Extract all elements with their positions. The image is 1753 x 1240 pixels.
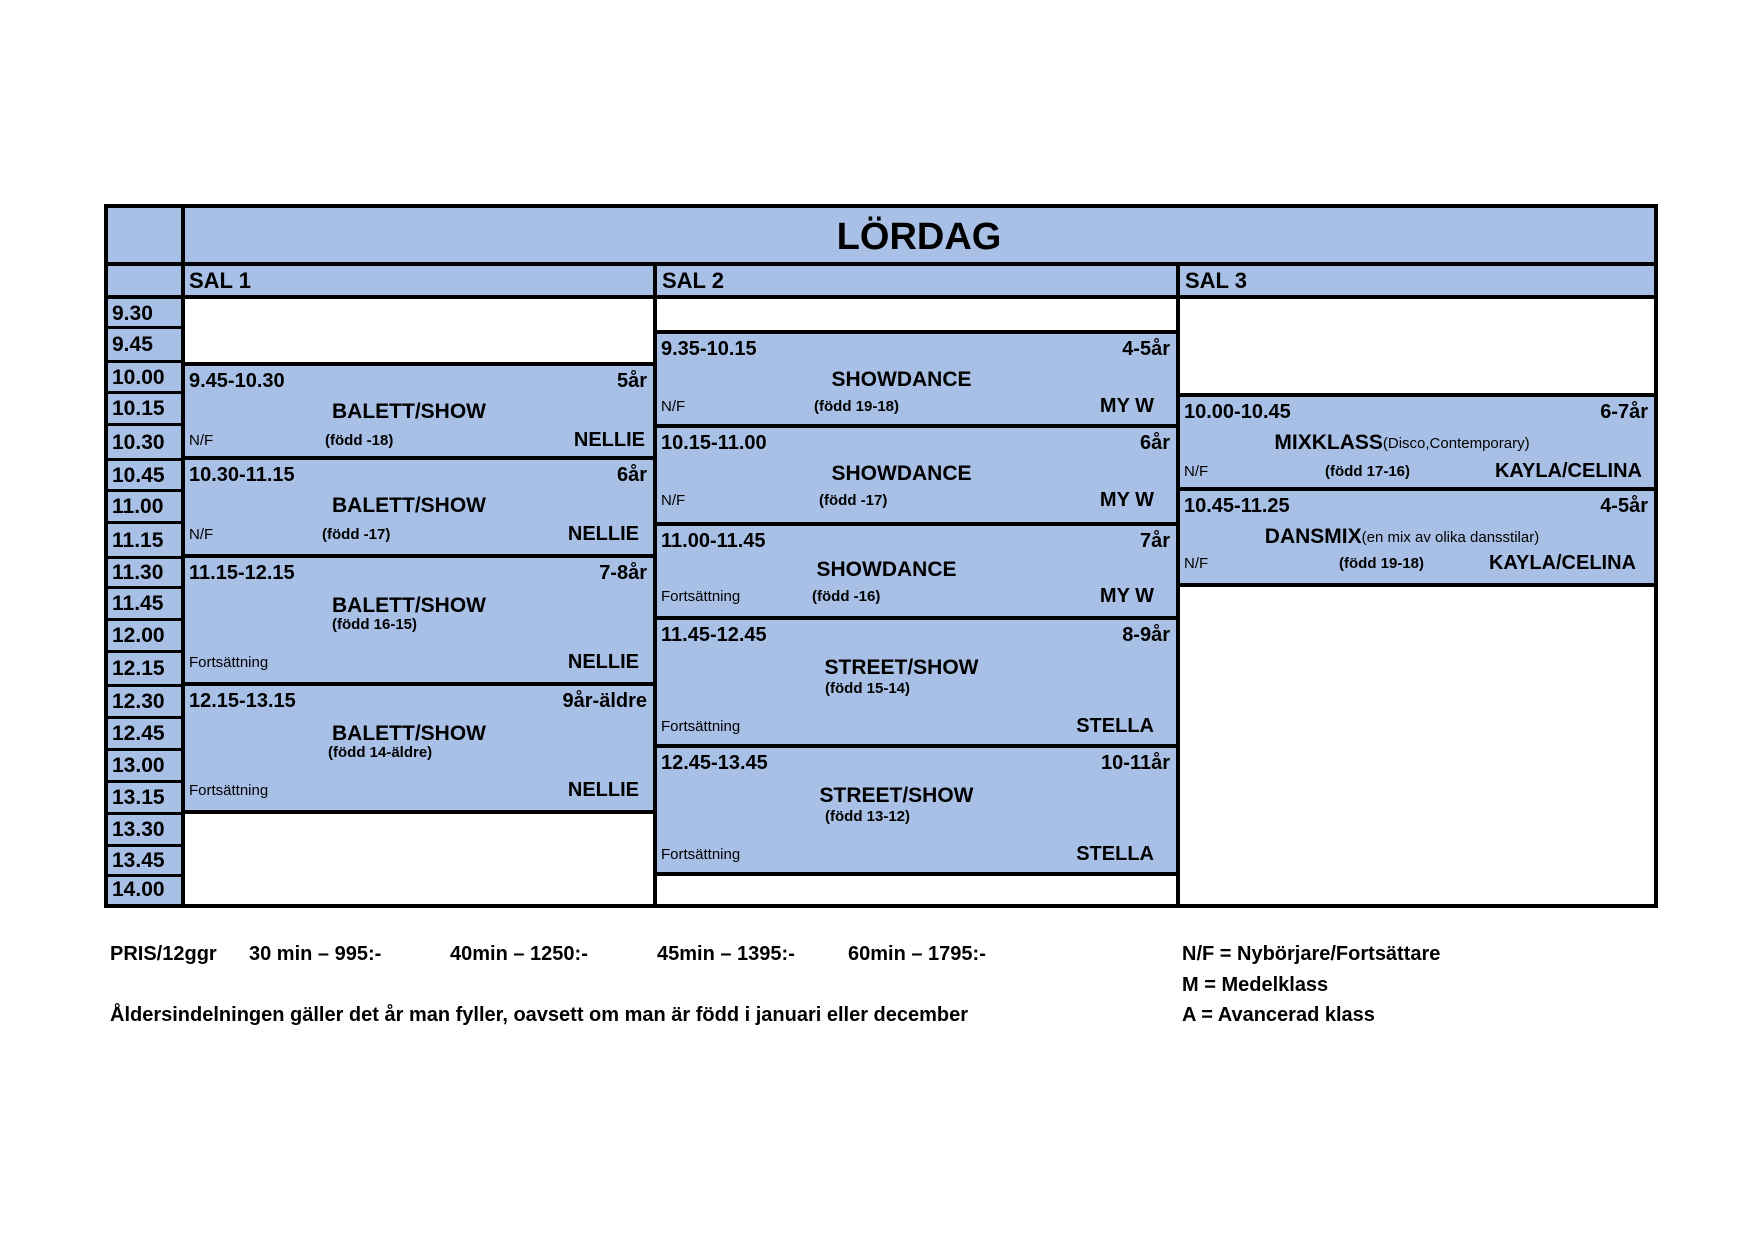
time-row-line — [108, 844, 181, 847]
time-label: 10.30 — [112, 430, 165, 454]
class-age: 7år — [1139, 530, 1170, 552]
class-block — [185, 686, 653, 814]
legend-a: A = Avancerad klass — [1182, 1004, 1375, 1026]
time-label: 10.00 — [112, 365, 165, 389]
class-born: (född 17-16) — [1325, 463, 1411, 480]
class-age: 10-11år — [1101, 752, 1170, 774]
price-40: 40min – 1250:- — [450, 943, 588, 965]
time-row-line — [108, 458, 181, 461]
class-level: N/F — [1184, 463, 1209, 480]
class-teacher: NELLIE — [567, 523, 639, 545]
class-time: 11.45-12.45 — [661, 624, 767, 646]
class-age: 5år — [616, 370, 647, 392]
class-block — [657, 526, 1176, 620]
class-teacher: KAYLA/CELINA — [1494, 460, 1642, 482]
class-born: (född 19-18) — [1339, 555, 1425, 572]
class-age: 6-7år — [1600, 401, 1648, 423]
class-level: N/F — [1184, 555, 1209, 572]
class-block — [185, 362, 653, 460]
class-time: 9.45-10.30 — [189, 370, 285, 392]
grid-line — [108, 295, 1654, 299]
class-level: Fortsättning — [189, 782, 269, 799]
class-born: (född 15-14) — [825, 679, 911, 697]
class-block — [185, 460, 653, 558]
time-label: 13.15 — [112, 786, 165, 809]
time-label: 11.00 — [112, 495, 164, 518]
age-note: Åldersindelningen gäller det år man fyller, oavsett om man är född i januari eller december — [110, 1004, 969, 1026]
class-name: STREET/SHOW — [824, 656, 979, 679]
class-teacher: KAYLA/CELINA — [1488, 552, 1636, 574]
class-level: N/F — [189, 432, 214, 449]
class-block — [1180, 393, 1654, 491]
class-time: 10.00-10.45 — [1184, 401, 1291, 423]
time-row-line — [108, 489, 181, 492]
class-block — [657, 748, 1176, 876]
time-label: 12.00 — [112, 624, 165, 647]
class-born: (född 13-12) — [825, 807, 911, 825]
legend-m: M = Medelklass — [1182, 974, 1329, 996]
price-60: 60min – 1795:- — [848, 943, 986, 965]
class-note: (en mix av olika dansstilar) — [1361, 528, 1540, 546]
class-age: 7-8år — [599, 562, 647, 584]
time-label: 10.45 — [112, 463, 165, 487]
time-row-line — [108, 391, 181, 394]
class-name: STREET/SHOW — [819, 784, 974, 807]
class-block — [1180, 491, 1654, 587]
class-name: SHOWDANCE — [831, 368, 972, 391]
title-row-corner — [108, 208, 181, 262]
class-born: (född -17) — [322, 526, 391, 543]
time-label: 11.15 — [112, 528, 164, 552]
class-block — [185, 558, 653, 686]
class-teacher: MY W — [1099, 395, 1154, 417]
class-name: SHOWDANCE — [816, 558, 957, 581]
class-time: 9.35-10.15 — [661, 338, 757, 360]
time-label: 13.00 — [112, 754, 165, 777]
time-row-line — [108, 326, 181, 329]
time-label: 12.45 — [112, 722, 165, 745]
class-born: (född 19-18) — [814, 398, 900, 415]
day-title: LÖRDAG — [184, 208, 1654, 262]
class-level: N/F — [661, 398, 686, 415]
room-sal-1: SAL 1 — [184, 266, 653, 295]
class-teacher: MY W — [1099, 585, 1154, 607]
time-row-line — [108, 360, 181, 363]
class-level: Fortsättning — [189, 654, 269, 671]
class-level: Fortsättning — [661, 588, 741, 605]
time-row-line — [108, 812, 181, 815]
class-teacher: STELLA — [1076, 715, 1154, 737]
class-teacher: NELLIE — [573, 429, 645, 451]
time-row-line — [108, 748, 181, 751]
class-level: N/F — [661, 492, 686, 509]
time-row-line — [108, 874, 181, 877]
time-row-line — [108, 780, 181, 783]
class-born: (född -16) — [812, 588, 881, 605]
class-note: (Disco,Contemporary) — [1382, 434, 1530, 452]
class-age: 4-5år — [1600, 495, 1648, 517]
time-label: 14.00 — [112, 878, 165, 901]
class-block — [657, 620, 1176, 748]
time-row-line — [108, 423, 181, 426]
class-name: BALETT/SHOW — [332, 494, 486, 517]
grid-line — [108, 262, 1654, 266]
time-row-line — [108, 556, 181, 559]
class-name: MIXKLASS — [1274, 431, 1383, 454]
time-label: 9.45 — [112, 333, 153, 356]
time-label: 12.30 — [112, 690, 165, 713]
class-name: BALETT/SHOW — [332, 722, 486, 745]
class-name: SHOWDANCE — [831, 462, 972, 485]
class-teacher: STELLA — [1076, 843, 1154, 865]
time-row-line — [108, 684, 181, 687]
class-teacher: MY W — [1099, 489, 1154, 511]
class-born: (född -18) — [325, 432, 394, 449]
room-sal-2: SAL 2 — [657, 266, 1176, 295]
header-row-corner — [108, 266, 181, 295]
time-label: 13.45 — [112, 849, 165, 872]
class-level: Fortsättning — [661, 846, 741, 863]
class-age: 6år — [1139, 432, 1170, 454]
time-row-line — [108, 618, 181, 621]
room-sal-3: SAL 3 — [1180, 266, 1654, 295]
class-age: 9år-äldre — [562, 690, 647, 712]
class-level: N/F — [189, 526, 214, 543]
time-label: 11.45 — [112, 592, 164, 615]
time-label: 10.15 — [112, 397, 165, 420]
class-name: BALETT/SHOW — [332, 400, 486, 423]
class-born: (född 14-äldre) — [328, 743, 433, 761]
class-age: 4-5år — [1122, 338, 1170, 360]
class-teacher: NELLIE — [567, 779, 639, 801]
class-time: 11.00-11.45 — [661, 530, 766, 552]
price-45: 45min – 1395:- — [657, 943, 795, 965]
time-label: 9.30 — [112, 301, 153, 325]
class-age: 6år — [616, 464, 647, 486]
price-label: PRIS/12ggr — [110, 943, 217, 965]
class-block — [657, 330, 1176, 428]
class-age: 8-9år — [1122, 624, 1170, 646]
time-label: 13.30 — [112, 818, 165, 841]
time-row-line — [108, 716, 181, 719]
price-30: 30 min – 995:- — [249, 943, 382, 965]
class-level: Fortsättning — [661, 718, 741, 735]
class-time: 10.45-11.25 — [1184, 495, 1290, 517]
class-time: 10.15-11.00 — [661, 432, 767, 454]
class-name: DANSMIX — [1264, 525, 1362, 548]
time-label: 12.15 — [112, 657, 165, 680]
time-row-line — [108, 650, 181, 653]
class-time: 12.45-13.45 — [661, 752, 768, 774]
class-name: BALETT/SHOW — [332, 594, 486, 617]
time-row-line — [108, 586, 181, 589]
class-time: 10.30-11.15 — [189, 464, 295, 486]
time-label: 11.30 — [112, 561, 164, 584]
class-time: 11.15-12.15 — [189, 562, 295, 584]
class-born: (född -17) — [819, 492, 888, 509]
legend-nf: N/F = Nybörjare/Fortsättare — [1182, 943, 1441, 965]
class-time: 12.15-13.15 — [189, 690, 296, 712]
time-row-line — [108, 521, 181, 524]
class-teacher: NELLIE — [567, 651, 639, 673]
class-born: (född 16-15) — [332, 615, 418, 633]
class-block — [657, 428, 1176, 526]
